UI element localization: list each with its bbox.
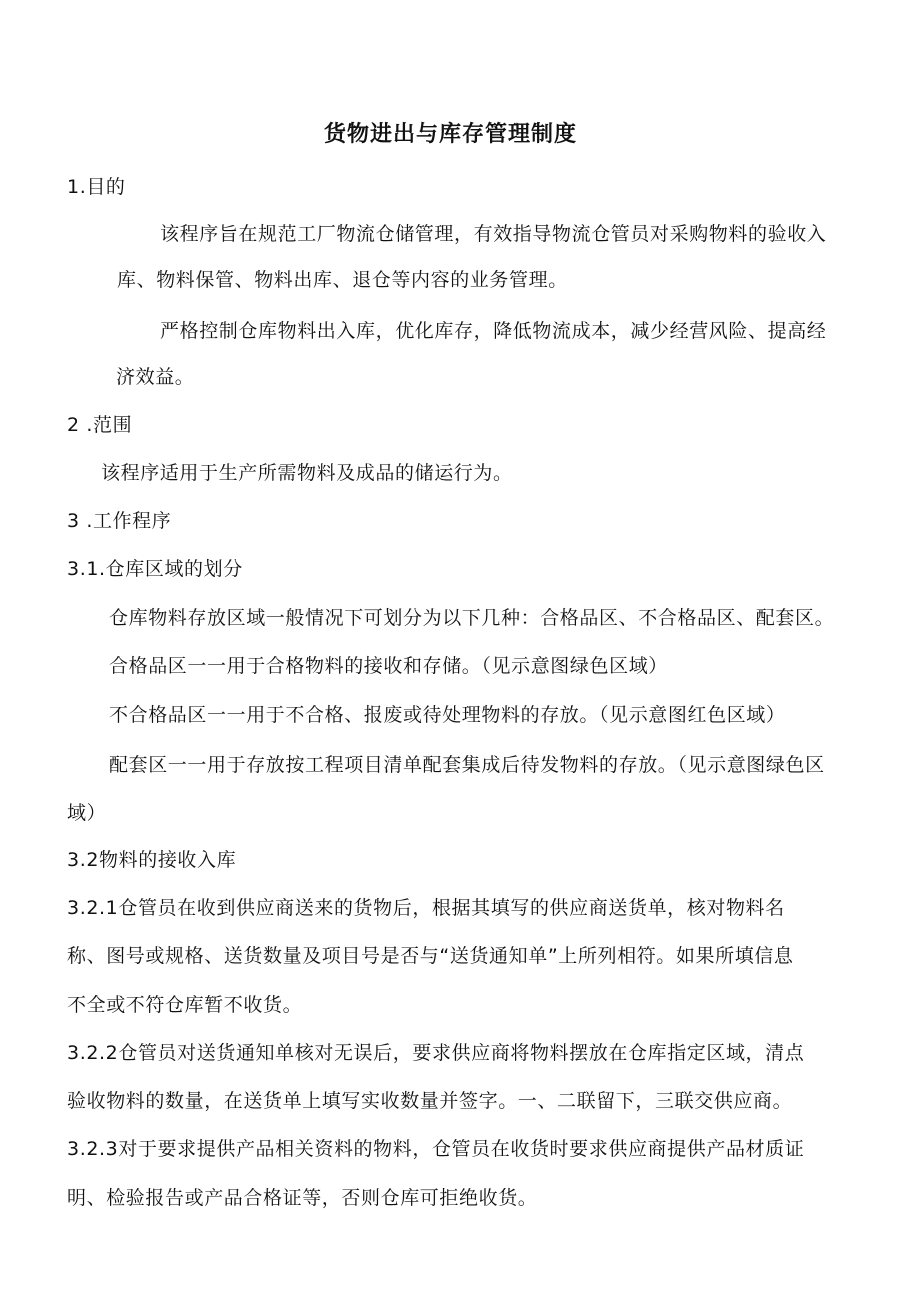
paragraph-line: 济效益。 [116,366,195,388]
paragraph-line: 配套区一一用于存放按工程项目清单配套集成后待发物料的存放。（见示意图绿色区 [109,754,825,776]
subsection-heading: 3.1.仓库区域的划分 [67,558,243,580]
paragraph-line: 3.2.2仓管员对送货通知单核对无误后，要求供应商将物料摆放在仓库指定区域，清点 [67,1042,805,1064]
paragraph-line: 3.2.1仓管员在收到供应商送来的货物后，根据其填写的供应商送货单，核对物料名 [67,897,785,919]
paragraph-line: 不全或不符仓库暂不收货。 [67,994,303,1016]
paragraph-line: 验收物料的数量，在送货单上填写实收数量并签字。一、二联留下，三联交供应商。 [67,1090,793,1112]
section-heading-scope: 2 .范围 [67,414,133,436]
paragraph-line: 3.2.3对于要求提供产品相关资料的物料，仓管员在收货时要求供应商提供产品材质证 [67,1138,805,1160]
paragraph-line: 该程序适用于生产所需物料及成品的储运行为。 [101,462,513,484]
paragraph-line: 不合格品区一一用于不合格、报废或待处理物料的存放。（见示意图红色区域） [109,704,786,726]
paragraph-line: 称、图号或规格、送货数量及项目号是否与“送货通知单”上所列相符。如果所填信息 [67,945,794,967]
section-heading-purpose: 1.目的 [67,176,126,198]
subsection-heading: 3.2物料的接收入库 [67,849,237,871]
paragraph-line: 合格品区一一用于合格物料的接收和存储。（见示意图绿色区域） [109,655,668,677]
paragraph-line: 明、检验报告或产品合格证等，否则仓库可拒绝收货。 [67,1187,538,1209]
paragraph-line: 域） [67,802,107,824]
section-heading-procedure: 3 .工作程序 [67,510,172,532]
paragraph-line: 严格控制仓库物料出入库，优化库存，降低物流成本，减少经营风险、提高经 [160,320,827,342]
page-title: 货物进出与库存管理制度 [324,122,578,147]
paragraph-line: 仓库物料存放区域一般情况下可划分为以下几种：合格品区、不合格品区、配套区。 [109,607,835,629]
paragraph-line: 库、物料保管、物料出库、退仓等内容的业务管理。 [117,269,568,291]
paragraph-line: 该程序旨在规范工厂物流仓储管理，有效指导物流仓管员对采购物料的验收入 [160,223,827,245]
